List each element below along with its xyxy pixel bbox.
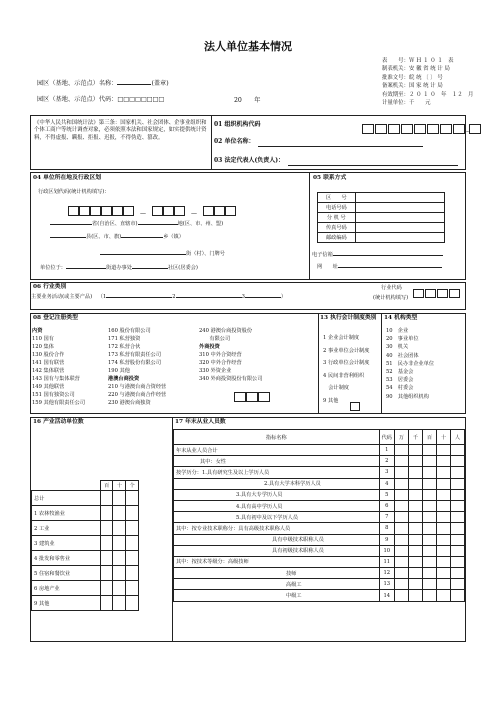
employee-cell[interactable] <box>395 512 409 523</box>
employee-cell[interactable] <box>395 545 409 556</box>
s17-title: 17 年末从业人员数 <box>175 419 226 425</box>
org-type-list <box>386 327 434 401</box>
reg-type-item: 120 集体 <box>32 344 54 350</box>
employee-cell[interactable] <box>451 568 465 579</box>
employee-cell[interactable] <box>437 500 451 511</box>
meta-row <box>382 82 492 90</box>
employee-row <box>174 579 465 590</box>
employee-cell[interactable] <box>423 579 437 590</box>
branch-cell[interactable] <box>100 596 113 611</box>
employee-cell[interactable] <box>395 523 409 534</box>
branch-row <box>32 506 139 521</box>
branch-cell[interactable] <box>126 596 139 611</box>
branch-cell[interactable] <box>126 491 139 506</box>
branch-cell[interactable] <box>100 506 113 521</box>
employee-code: 1 <box>379 445 394 456</box>
park-seal: (盖章) <box>151 80 169 87</box>
reg-type-item: 220 与港澳台商合作经营 <box>108 392 167 398</box>
employee-cell[interactable] <box>451 556 465 567</box>
form-meta <box>382 57 492 107</box>
reg-type-item: 内资 <box>32 328 43 334</box>
employee-cell[interactable] <box>451 445 465 456</box>
park-name-label <box>37 80 169 88</box>
reg-type-col1 <box>32 327 85 407</box>
employee-code: 8 <box>379 523 394 534</box>
employee-row <box>174 500 465 511</box>
employee-cell[interactable] <box>437 590 451 601</box>
reg-type-item: 171 私营独资 <box>108 336 141 342</box>
org-type-item: 90 其他组织机构 <box>386 393 429 400</box>
employee-head-unit: 人 <box>451 430 465 445</box>
reg-type-item: 173 私营有限责任公司 <box>108 352 162 358</box>
industry-code-boxes[interactable] <box>413 283 461 302</box>
employee-cell[interactable] <box>437 556 451 567</box>
branch-cell[interactable] <box>126 506 139 521</box>
meta-key: 制表机关： <box>382 66 409 73</box>
branch-cell[interactable] <box>113 536 126 551</box>
employee-cell[interactable] <box>423 489 437 500</box>
employee-code: 14 <box>379 590 394 601</box>
employee-cell[interactable] <box>437 523 451 534</box>
org-type-item: 10 企业 <box>386 328 409 334</box>
branch-label: 9 其他 <box>32 596 101 611</box>
reg-type-item: 130 股份合作 <box>32 352 65 358</box>
contact-value[interactable] <box>355 233 444 243</box>
employee-row <box>174 478 465 489</box>
page-title: 法人单位基本情况 <box>204 40 292 53</box>
org-code-boxes[interactable]: – <box>362 118 482 137</box>
legal-rep-field[interactable] <box>288 165 458 166</box>
meta-value: ２ ０ １ ０ 年 １２ 月 <box>408 91 474 98</box>
employee-cell[interactable] <box>437 467 451 478</box>
branch-cell[interactable] <box>126 551 139 566</box>
org-type-item: 51 民办非企业单位 <box>386 360 435 367</box>
employee-row <box>174 512 465 523</box>
employee-head-name: 指标名称 <box>174 430 380 445</box>
employee-cell[interactable] <box>423 534 437 545</box>
branch-head-unit: 十 <box>113 481 126 491</box>
employee-cell[interactable] <box>409 579 423 590</box>
employee-code: 13 <box>379 579 394 590</box>
accounting-item: 9 其他 <box>323 397 339 404</box>
employee-cell[interactable] <box>423 500 437 511</box>
meta-value: 国 家 统 计 局 <box>408 83 443 90</box>
employee-label: 5.具有初中及以下学历人员 <box>174 512 380 523</box>
employee-row <box>174 445 465 456</box>
legal-notice: 《中华人民共和国统计法》第三条：国家机关、社会团体、企事业组织和个体工商户等统计调查对象，必须依照本法和国家规定，如实提供统计资料，不得虚报、瞒报、拒报、迟报，不得伪造、篡改。 <box>34 120 207 141</box>
employee-cell[interactable] <box>451 545 465 556</box>
meta-key: 计量单位： <box>382 100 409 107</box>
reg-type-item: 320 中外合作经营 <box>199 360 242 366</box>
employee-row <box>174 534 465 545</box>
meta-key: 有效期至： <box>382 91 409 98</box>
employee-cell[interactable] <box>409 467 423 478</box>
employee-row <box>174 456 465 467</box>
branch-label: 总计 <box>32 491 101 506</box>
branch-label: 1 农林牧渔业 <box>32 506 101 521</box>
employee-label: 按学历分：1.具有研究生及以上学历人员 <box>174 467 380 478</box>
employee-cell[interactable] <box>451 523 465 534</box>
employee-cell[interactable] <box>451 456 465 467</box>
contact-row <box>318 223 445 233</box>
reg-type-item: 210 与港澳台商合资经营 <box>108 384 167 390</box>
branch-cell[interactable] <box>113 551 126 566</box>
employee-cell[interactable] <box>395 489 409 500</box>
meta-row <box>382 57 492 65</box>
contact-row <box>318 193 445 203</box>
industry-code-label: 行业代码 <box>381 285 402 291</box>
employee-cell[interactable] <box>395 445 409 456</box>
employee-cell[interactable] <box>409 590 423 601</box>
employee-cell[interactable] <box>451 534 465 545</box>
accounting-list <box>323 332 369 407</box>
employee-cell[interactable] <box>437 456 451 467</box>
reg-type-item: 外商投资 <box>199 344 220 350</box>
reg-type-item: 310 中外合资经营 <box>199 352 242 358</box>
branch-label: 2 工业 <box>32 521 101 536</box>
contact-value[interactable] <box>355 193 444 203</box>
reg-type-item: 142 集体联营 <box>32 368 65 374</box>
park-code-label: 园区（基地、示范点）代码：□□□□□□□□ <box>37 96 165 103</box>
employee-cell[interactable] <box>423 523 437 534</box>
meta-value: 安 徽 省 统 计 局 <box>408 66 450 73</box>
employee-code: 11 <box>379 556 394 567</box>
contact-label: 传真号码 <box>318 223 356 233</box>
employee-cell[interactable] <box>395 467 409 478</box>
employee-cell[interactable] <box>423 545 437 556</box>
employee-label: 年末从业人员合计 <box>174 445 380 456</box>
employee-head-code: 代码 <box>379 430 394 445</box>
reg-type-item: 160 股份有限公司 <box>108 328 151 334</box>
accounting-item: 2 事业单位会计制度 <box>323 347 370 354</box>
meta-value: 千 元 <box>408 100 431 107</box>
employee-row <box>174 489 465 500</box>
org-type-item: 20 事业单位 <box>386 336 419 343</box>
employee-label: 2.具有大学本科学历人员 <box>174 478 380 489</box>
contact-value[interactable] <box>355 213 444 223</box>
org-type-item: 52 基金会 <box>386 369 414 376</box>
branch-head-blank <box>32 481 101 491</box>
org-code-label: 01 组织机构代码 <box>214 121 261 128</box>
branch-row <box>32 491 139 506</box>
employee-label: 高级工 <box>174 579 380 590</box>
employee-row <box>174 568 465 579</box>
contact-row <box>318 213 445 223</box>
employee-cell[interactable] <box>409 545 423 556</box>
reg-type-item: 有限公司 <box>199 336 231 342</box>
branch-cell[interactable] <box>100 581 113 596</box>
employee-head-row <box>174 430 465 445</box>
employee-cell[interactable] <box>395 556 409 567</box>
branch-head-unit: 个 <box>126 481 139 491</box>
s06-main-activity: 主要业务活动(或主要产品) （1 2 3 ） <box>31 294 287 300</box>
employee-cell[interactable] <box>395 534 409 545</box>
meta-key: 备案机关： <box>382 83 409 90</box>
branch-cell[interactable] <box>113 521 126 536</box>
branch-cell[interactable] <box>126 566 139 581</box>
employee-cell[interactable] <box>437 568 451 579</box>
employee-code: 4 <box>379 478 394 489</box>
employee-code: 7 <box>379 512 394 523</box>
contact-label: 区 号 <box>318 193 356 203</box>
branch-label: 5 住宿和餐饮业 <box>32 566 101 581</box>
employee-cell[interactable] <box>409 512 423 523</box>
reg-type-item: 151 国有独资公司 <box>32 392 75 398</box>
employee-label: 其中：女性 <box>174 456 380 467</box>
reg-type-col2 <box>108 327 166 407</box>
branch-cell[interactable] <box>126 521 139 536</box>
org-type-item: 40 社会团体 <box>386 352 419 359</box>
branch-cell[interactable] <box>100 536 113 551</box>
email-label: 电子信箱 <box>312 252 443 259</box>
employee-cell[interactable] <box>395 579 409 590</box>
employee-cell[interactable] <box>437 534 451 545</box>
branch-cell[interactable] <box>100 521 113 536</box>
meta-row <box>382 99 492 107</box>
report-year: 20 年 <box>234 97 261 104</box>
employee-cell[interactable] <box>451 500 465 511</box>
employee-code: 2 <box>379 456 394 467</box>
reg-type-item: 174 私营股份有限公司 <box>108 360 162 366</box>
branch-label: 6 房地产业 <box>32 581 101 596</box>
branch-cell[interactable] <box>113 506 126 521</box>
branch-row <box>32 581 139 596</box>
employee-cell[interactable] <box>423 556 437 567</box>
employee-cell[interactable] <box>423 467 437 478</box>
employee-code: 6 <box>379 500 394 511</box>
s16-title: 16 产业活动单位数 <box>33 419 84 425</box>
branch-row <box>32 521 139 536</box>
employee-label: 3.具有大专学历人员 <box>174 489 380 500</box>
employee-label: 技师 <box>174 568 380 579</box>
contact-label: 邮政编码 <box>318 233 356 243</box>
meta-row <box>382 91 492 99</box>
org-type-item: 54 村委会 <box>386 385 414 392</box>
employee-label: 4.具有高中学历人员 <box>174 500 380 511</box>
contact-row <box>318 203 445 213</box>
branch-head-row <box>32 481 139 491</box>
legal-rep-label: 03 法定代表人(负责人)： <box>214 157 285 164</box>
employee-cell[interactable] <box>409 523 423 534</box>
employee-cell[interactable] <box>451 590 465 601</box>
employee-cell[interactable] <box>451 467 465 478</box>
employee-cell[interactable] <box>395 590 409 601</box>
employee-row <box>174 556 465 567</box>
employee-label: 具有初级技术职称人员 <box>174 545 380 556</box>
employee-cell[interactable] <box>409 489 423 500</box>
reg-type-boxes[interactable] <box>234 386 270 405</box>
reg-type-col3 <box>199 327 262 383</box>
employee-cell[interactable] <box>437 445 451 456</box>
contact-label: 分 机 号 <box>318 213 356 223</box>
meta-value: Ｗ Ｈ １ ０ １ 表 <box>408 58 454 64</box>
reg-type-item: 330 外资企业 <box>199 368 232 374</box>
reg-type-item: 143 国有与集体联营 <box>32 376 80 382</box>
accounting-item: 会计制度 <box>323 385 349 391</box>
employee-head-unit: 千 <box>409 430 423 445</box>
website-label: 网 址 <box>317 264 442 271</box>
employee-cell[interactable] <box>423 568 437 579</box>
employee-code: 12 <box>379 568 394 579</box>
accounting-item: 1 企业会计制度 <box>323 335 360 341</box>
contact-label: 电话号码 <box>318 203 356 213</box>
branch-row <box>32 566 139 581</box>
employee-label: 其中：按技术等级分：高级技师 <box>174 556 380 567</box>
employee-row <box>174 545 465 556</box>
accounting-item: 4 民间非营利组织 <box>323 372 365 379</box>
branch-cell[interactable] <box>113 581 126 596</box>
employee-label: 其中：按专业技术职称分：具有高级技术职称人员 <box>174 523 380 534</box>
employee-cell[interactable] <box>409 445 423 456</box>
employee-row <box>174 523 465 534</box>
employee-head-unit: 百 <box>423 430 437 445</box>
s06-title: 06 行业类别 <box>33 284 67 290</box>
address-line-3: 街（村）、门牌号 <box>100 251 225 258</box>
branch-row <box>32 551 139 566</box>
employee-cell[interactable] <box>409 568 423 579</box>
branch-cell[interactable] <box>100 566 113 581</box>
employee-code: 3 <box>379 467 394 478</box>
employee-label: 具有中级技术职称人员 <box>174 534 380 545</box>
contact-value[interactable] <box>355 203 444 213</box>
reg-type-item: 190 其他 <box>108 368 130 374</box>
org-type-item: 30 机关 <box>386 344 409 351</box>
unit-name-field[interactable] <box>258 146 423 147</box>
park-name-field[interactable] <box>117 84 151 85</box>
employee-cell[interactable] <box>395 478 409 489</box>
employee-cell[interactable] <box>437 489 451 500</box>
reg-type-item: 港澳台商投资 <box>108 376 140 382</box>
meta-value: 皖 统 〔 〕 号 <box>408 74 443 81</box>
employee-cell[interactable] <box>395 500 409 511</box>
branch-cell[interactable] <box>126 581 139 596</box>
employee-cell[interactable] <box>437 545 451 556</box>
accounting-item: 3 行政单位会计制度 <box>323 360 370 366</box>
s04-title: 04 单位所在地及行政区划 <box>33 175 102 181</box>
s13-title: 13 执行会计制度类别 <box>320 315 377 321</box>
employee-row <box>174 590 465 601</box>
branch-cell[interactable] <box>113 596 126 611</box>
reg-type-item: 110 国有 <box>32 336 54 342</box>
employee-cell[interactable] <box>423 478 437 489</box>
employee-head-unit: 万 <box>395 430 409 445</box>
employee-cell[interactable] <box>409 556 423 567</box>
employee-cell[interactable] <box>451 489 465 500</box>
reg-type-item: 159 其他有限责任公司 <box>32 400 86 406</box>
reg-type-item: 149 其他联营 <box>32 384 65 390</box>
s04-code-label: 行政区划代码(统计机构填写)： <box>38 189 110 195</box>
branch-head-unit: 百 <box>100 481 113 491</box>
branch-cell[interactable] <box>113 566 126 581</box>
reg-type-item: 141 国有联营 <box>32 360 65 366</box>
s14-title: 14 机构类型 <box>384 315 418 321</box>
employee-cell[interactable] <box>423 445 437 456</box>
s05-title: 05 联系方式 <box>313 175 347 181</box>
employee-code: 5 <box>379 489 394 500</box>
employee-cell[interactable] <box>437 478 451 489</box>
industry-code-note: (统计机构填写) <box>373 295 409 301</box>
branch-cell[interactable] <box>113 491 126 506</box>
employee-cell[interactable] <box>409 500 423 511</box>
address-line-2: 县(区、市、旗) 乡（镇） <box>50 234 184 241</box>
branch-row <box>32 596 139 611</box>
meta-key: 批准文号： <box>382 74 409 81</box>
branch-cell[interactable] <box>126 536 139 551</box>
unit-name-label: 02 单位名称： <box>214 138 255 145</box>
employee-cell[interactable] <box>437 579 451 590</box>
address-line-1: 省(自治区、直辖市) 地(区、市、州、盟) <box>50 221 223 228</box>
s08-title: 08 登记注册类型 <box>33 315 78 321</box>
contact-row <box>318 233 445 243</box>
meta-row <box>382 74 492 82</box>
employee-cell[interactable] <box>395 568 409 579</box>
employee-cell[interactable] <box>423 456 437 467</box>
org-type-item: 53 居委会 <box>386 377 414 384</box>
employee-cell[interactable] <box>451 478 465 489</box>
contact-value[interactable] <box>355 223 444 233</box>
branch-label: 4 批发和零售业 <box>32 551 101 566</box>
meta-row <box>382 65 492 73</box>
meta-key: 表 号： <box>382 58 409 64</box>
admin-code-boxes[interactable]: — — <box>68 200 236 219</box>
employee-cell[interactable] <box>409 534 423 545</box>
reg-type-item: 240 港澳台商投资股份 <box>199 328 253 334</box>
employee-row <box>174 467 465 478</box>
employee-head-unit: 十 <box>437 430 451 445</box>
branch-label: 3 建筑业 <box>32 536 101 551</box>
employee-cell[interactable] <box>395 456 409 467</box>
park-name-text: 园区（基地、示范点）名称： <box>37 80 118 87</box>
employee-cell[interactable] <box>409 456 423 467</box>
employee-cell[interactable] <box>423 512 437 523</box>
employee-code: 9 <box>379 534 394 545</box>
employee-cell[interactable] <box>451 512 465 523</box>
located-line: 单位位于： 街道办事处 社区(居委会) <box>40 265 198 271</box>
employee-cell[interactable] <box>423 590 437 601</box>
reg-type-item: 230 港澳台商独资 <box>108 400 151 406</box>
accounting-box[interactable] <box>350 396 361 415</box>
branch-cell[interactable] <box>100 551 113 566</box>
reg-type-item: 172 私营合伙 <box>108 344 141 350</box>
employee-cell[interactable] <box>437 512 451 523</box>
employee-label: 中级工 <box>174 590 380 601</box>
employee-cell[interactable] <box>409 478 423 489</box>
employee-cell[interactable] <box>451 579 465 590</box>
reg-type-item: 340 外商投资股份有限公司 <box>199 376 263 382</box>
employee-code: 10 <box>379 545 394 556</box>
branch-cell[interactable] <box>100 491 113 506</box>
branch-row <box>32 536 139 551</box>
